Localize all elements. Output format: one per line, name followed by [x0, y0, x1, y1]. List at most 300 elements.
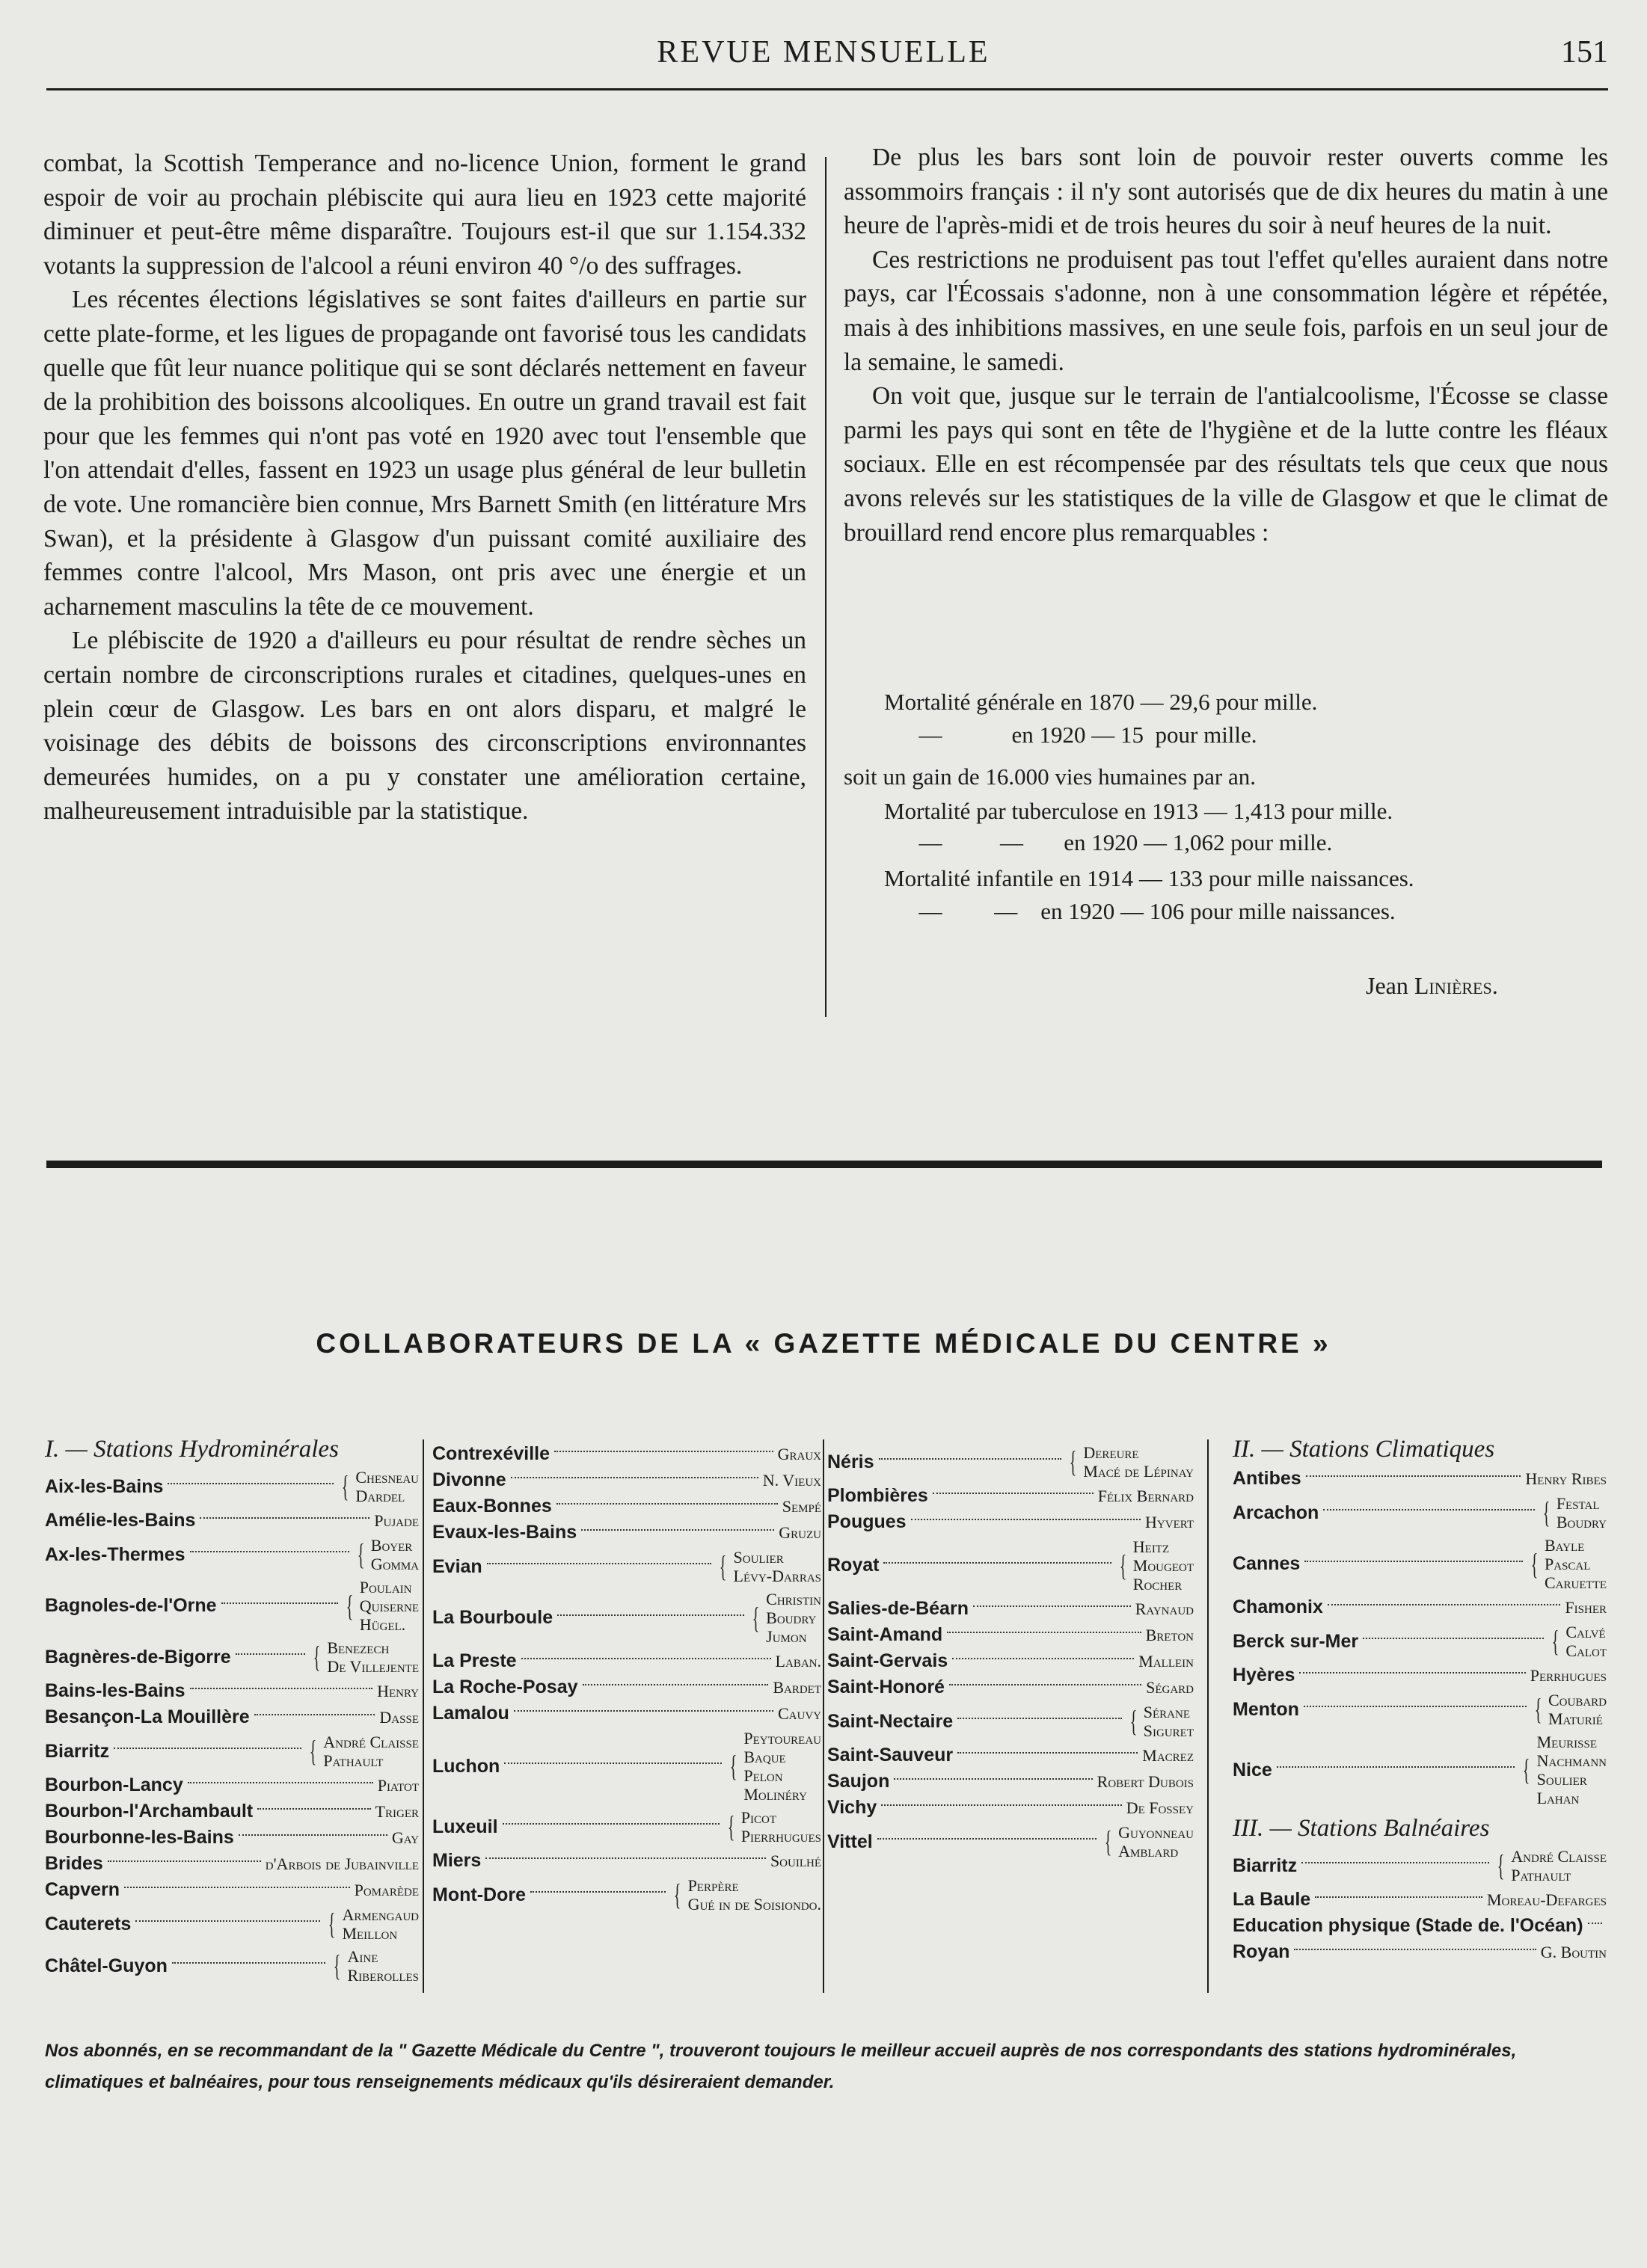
- dot-leader: [1301, 1862, 1489, 1863]
- dot-leader: [894, 1778, 1092, 1780]
- station-town: Saint-Sauveur: [827, 1745, 954, 1765]
- correspondent-name: Bayle: [1545, 1536, 1585, 1555]
- station-town: Evian: [432, 1555, 482, 1577]
- station-town: Arcachon: [1233, 1502, 1319, 1523]
- correspondent-names: [1097, 1772, 1194, 1791]
- station-entry: [1233, 1468, 1607, 1490]
- correspondent-names: [763, 1471, 821, 1490]
- correspondents: [1525, 1469, 1607, 1488]
- correspondent-name: Soulier: [733, 1548, 784, 1567]
- correspondents: [374, 1511, 419, 1530]
- station-entry: [827, 1771, 1194, 1792]
- correspondent-name: Moreau-Defarges: [1486, 1890, 1607, 1909]
- station-town: Néris: [827, 1451, 874, 1472]
- correspondents: [377, 1682, 419, 1700]
- correspondent-name: Meillon: [342, 1924, 398, 1943]
- correspondents: [338, 1468, 419, 1505]
- station-town: Bourbon-l'Archambault: [45, 1801, 254, 1822]
- correspondents: [779, 1523, 821, 1542]
- correspondents: [1530, 1666, 1607, 1685]
- station-town: La Bourboule: [432, 1607, 553, 1628]
- station-entry: [45, 1853, 419, 1875]
- author-first-name: Jean: [1366, 972, 1408, 999]
- station-entry: [1233, 1665, 1607, 1686]
- correspondent-names: [1146, 1626, 1194, 1644]
- correspondents: [763, 1471, 821, 1490]
- correspondents: [726, 1729, 821, 1804]
- correspondents: [355, 1881, 419, 1899]
- correspondent-name: Breton: [1145, 1626, 1194, 1644]
- station-list: [432, 1443, 821, 1914]
- brace: {: [1069, 1445, 1077, 1478]
- dot-leader: [947, 1632, 1141, 1633]
- correspondent-names: [1118, 1823, 1194, 1860]
- brace: {: [1104, 1825, 1112, 1858]
- station-entry: [45, 1578, 419, 1634]
- station-entry: [45, 1879, 419, 1901]
- dot-leader: [135, 1920, 320, 1922]
- correspondent-names: [1548, 1691, 1607, 1728]
- correspondent-names: [1098, 1487, 1194, 1505]
- correspondent-name: Riberolles: [347, 1966, 419, 1985]
- dot-leader: [957, 1718, 1121, 1719]
- station-entry: [827, 1598, 1194, 1620]
- paragraph: De plus les bars sont loin de pouvoir rester ouverts comme les assommoirs français : il n'y sont autorisés que de dix heures du matin à une heure de l'après-midi et de trois heures du soir à neuf heures de la nuit.: [844, 144, 1608, 240]
- station-town: Besançon-La Mouillère: [45, 1706, 250, 1727]
- correspondent-name: N. Vieux: [762, 1471, 821, 1490]
- correspondent-names: [371, 1536, 419, 1573]
- dot-leader: [239, 1834, 387, 1836]
- correspondent-name: Mougeot: [1132, 1556, 1194, 1575]
- dot-leader: [108, 1860, 261, 1862]
- dot-leader: [172, 1962, 325, 1964]
- station-entry: [432, 1876, 821, 1914]
- correspondent-name: Boudry: [766, 1608, 817, 1627]
- correspondent-names: [1511, 1847, 1607, 1884]
- article-left-column: [43, 147, 806, 829]
- station-town: Evaux-les-Bains: [432, 1522, 577, 1543]
- station-entry: [45, 1905, 419, 1943]
- correspondents: [724, 1808, 821, 1846]
- dot-leader: [952, 1658, 1134, 1659]
- station-entry: [827, 1745, 1194, 1766]
- correspondents: [379, 1708, 419, 1727]
- correspondent-name: Peytoureau: [743, 1729, 821, 1748]
- station-entry: [1233, 1889, 1607, 1911]
- correspondents: [770, 1851, 821, 1870]
- running-title: REVUE MENSUELLE: [657, 35, 990, 70]
- dot-leader: [973, 1605, 1131, 1607]
- station-entry: [827, 1624, 1194, 1646]
- station-town: Eaux-Bonnes: [432, 1496, 552, 1516]
- stats-line: soit un gain de 16.000 vies humaines par an.: [844, 763, 1257, 790]
- correspondent-name: Cauvy: [777, 1704, 821, 1723]
- station-town: Bagnères-de-Bigorre: [45, 1646, 231, 1668]
- column-divider: [825, 157, 826, 1017]
- correspondents: [776, 1652, 821, 1671]
- station-town: Menton: [1233, 1698, 1299, 1720]
- correspondent-name: Raynaud: [1135, 1599, 1194, 1618]
- dot-leader: [911, 1519, 1141, 1520]
- correspondent-name: Boyer: [370, 1536, 413, 1555]
- correspondent-name: Henry Ribes: [1525, 1469, 1607, 1488]
- correspondent-name: Poulain: [359, 1578, 412, 1596]
- station-entry: [432, 1650, 821, 1672]
- station-entry: [432, 1590, 821, 1646]
- correspondent-name: Macrez: [1142, 1746, 1194, 1765]
- station-entry: [45, 1706, 419, 1728]
- correspondent-names: [266, 1854, 419, 1873]
- station-entry: [827, 1511, 1194, 1533]
- collaborators-column-4: [1233, 1436, 1607, 1967]
- collaborators-column-2: [432, 1443, 821, 1918]
- station-entry: [1233, 1596, 1607, 1618]
- correspondent-name: Dardel: [355, 1487, 405, 1505]
- subscriber-note: Nos abonnés, en se recommandant de la " Gazette Médicale du Centre ", trouveront toujours le meilleur accueil auprès de nos correspondants des stations hydrominérales, climatiques et balnéaires, pour tous renseignements médicaux qu'ils désireraient demander.: [45, 2041, 1517, 2092]
- paragraph: On voit que, jusque sur le terrain de l'antialcoolisme, l'Écosse se classe parmi les pays qui sont en tête de l'hygiène et de la lutte contre les fléaux sociaux. Elle en est récompensée par des résultats tels que ceux que nous avons relevés sur les statistiques de la ville de Glasgow et que le climat de brouillard rend encore plus remarquables :: [844, 382, 1608, 547]
- dot-leader: [557, 1614, 744, 1616]
- station-town: Berck sur-Mer: [1233, 1630, 1359, 1652]
- correspondent-names: [1565, 1623, 1607, 1660]
- correspondent-names: [1541, 1943, 1607, 1961]
- correspondent-name: Guyonneau: [1118, 1823, 1194, 1842]
- correspondent-name: Triger: [375, 1802, 419, 1821]
- stats-line: — — en 1920 — 106 pour mille naissances.: [884, 898, 1396, 924]
- correspondents: [392, 1828, 419, 1847]
- correspondent-name: Lahan: [1536, 1789, 1580, 1807]
- correspondent-names: [782, 1497, 821, 1516]
- correspondents: [1126, 1703, 1194, 1740]
- dot-leader: [1328, 1604, 1561, 1605]
- station-entry: [1233, 1733, 1607, 1807]
- brace: {: [357, 1537, 364, 1571]
- station-entry: [827, 1823, 1194, 1860]
- correspondent-names: [1083, 1443, 1194, 1481]
- stats-line: Mortalité infantile en 1914 — 133 pour mille naissances.: [884, 865, 1414, 891]
- correspondents: [1101, 1823, 1194, 1860]
- correspondents: [375, 1802, 419, 1821]
- correspondent-name: Ségard: [1146, 1678, 1194, 1697]
- station-town: Saint-Gervais: [827, 1650, 948, 1671]
- correspondents: [354, 1536, 419, 1573]
- correspondents: [1126, 1798, 1194, 1817]
- station-entry: [432, 1703, 821, 1724]
- station-list: [1233, 1468, 1607, 1807]
- page-number: 151: [1561, 35, 1608, 70]
- correspondent-name: Souilhé: [770, 1851, 821, 1870]
- station-town: Aix-les-Bains: [45, 1475, 164, 1497]
- station-town: Amélie-les-Bains: [45, 1510, 196, 1531]
- correspondent-name: Chesneau: [355, 1468, 419, 1487]
- station-list: [1233, 1847, 1607, 1963]
- dot-leader: [487, 1563, 712, 1564]
- correspondent-name: Pujade: [374, 1511, 419, 1530]
- dot-leader: [879, 1458, 1062, 1460]
- header-rule: [46, 88, 1608, 90]
- station-town: La Baule: [1233, 1889, 1311, 1910]
- correspondent-name: Mallein: [1138, 1652, 1194, 1671]
- correspondent-name: Armengaud: [342, 1905, 419, 1924]
- correspondent-names: [1145, 1513, 1194, 1531]
- correspondent-name: Bardet: [773, 1678, 821, 1697]
- correspondent-names: [778, 1445, 821, 1463]
- station-town: Education physique (Stade de. l'Océan): [1233, 1915, 1583, 1936]
- stats-line: — — en 1920 — 1,062 pour mille.: [884, 829, 1333, 855]
- correspondent-names: [1556, 1494, 1607, 1531]
- correspondent-name: Aine: [347, 1947, 378, 1966]
- correspondents: [1519, 1733, 1607, 1807]
- page-header: [0, 34, 1647, 79]
- station-town: Saint-Amand: [827, 1624, 943, 1645]
- station-list: [827, 1443, 1194, 1860]
- correspondent-names: [1126, 1798, 1194, 1817]
- station-entry: [827, 1485, 1194, 1507]
- paragraph: Les récentes élections législatives se sont faites d'ailleurs en partie sur cette plate-forme, et les ligues de propagande ont favorisé tous les candidats quelle que fût leur nuance politique qui se sont déclarés nettement en faveur de la prohibition des boissons alcooliques. En outre un grand travail est fait pour que les femmes qui n'ont pas voté en 1920 avec tout l'ensemble que l'on attendait d'elles, fassent en 1923 un usage plus général de leur bulletin de vote. Une romancière bien connue, Mrs Barnett Smith (en littérature Mrs Swan), et la présidente à Glasgow d'un puissant comité auxiliaire des femmes contre l'alcool, Mrs Mason, ont pris avec une énergie et un acharnement masculins la tête de ce mouvement.: [43, 286, 806, 621]
- brace: {: [313, 1640, 321, 1674]
- station-entry: [45, 1774, 419, 1796]
- correspondent-names: [773, 1678, 821, 1697]
- station-town: La Roche-Posay: [432, 1677, 578, 1697]
- dot-leader: [485, 1857, 766, 1859]
- station-town: Biarritz: [45, 1740, 110, 1762]
- station-town: Cauterets: [45, 1913, 132, 1934]
- correspondent-name: Macé de Lépinay: [1083, 1462, 1194, 1481]
- dot-leader: [1294, 1949, 1536, 1950]
- correspondent-name: Dasse: [379, 1708, 419, 1727]
- dot-leader: [503, 1823, 720, 1825]
- correspondents: [1548, 1623, 1607, 1660]
- dot-leader: [254, 1714, 375, 1715]
- brace: {: [1534, 1692, 1542, 1726]
- correspondent-names: [1144, 1703, 1194, 1740]
- dot-leader: [1588, 1923, 1602, 1924]
- dot-leader: [933, 1493, 1094, 1494]
- correspondent-name: André Claisse: [323, 1733, 419, 1751]
- correspondent-name: Hyvert: [1145, 1513, 1194, 1531]
- correspondents: [1146, 1626, 1194, 1644]
- brace: {: [1542, 1496, 1551, 1529]
- correspondent-names: [1146, 1678, 1194, 1697]
- correspondent-names: [323, 1733, 419, 1770]
- correspondents: [1066, 1443, 1194, 1481]
- correspondent-name: d'Arbois de Jubainville: [265, 1854, 419, 1873]
- dot-leader: [190, 1551, 349, 1552]
- correspondent-name: Heitz: [1132, 1537, 1170, 1556]
- brace: {: [1551, 1624, 1559, 1658]
- correspondent-names: [770, 1851, 821, 1870]
- station-entry: [827, 1650, 1194, 1672]
- station-entry: [45, 1947, 419, 1985]
- correspondent-name: Sérane: [1143, 1703, 1190, 1721]
- dot-leader: [514, 1710, 773, 1712]
- author-signature: [1366, 972, 1498, 1000]
- correspondents: [1527, 1536, 1607, 1592]
- station-entry: [45, 1801, 419, 1822]
- correspondent-names: [1545, 1536, 1607, 1592]
- correspondent-name: Pelon: [743, 1766, 783, 1785]
- stats-line: — en 1920 — 15 pour mille.: [884, 722, 1257, 748]
- dot-leader: [1299, 1672, 1525, 1674]
- correspondent-name: Nachmann: [1536, 1751, 1607, 1770]
- dot-leader: [1306, 1475, 1521, 1477]
- brace: {: [1523, 1753, 1530, 1786]
- correspondent-names: [1138, 1652, 1194, 1671]
- correspondents: [1135, 1599, 1194, 1618]
- correspondent-name: De Fossey: [1126, 1798, 1194, 1817]
- correspondent-names: [1133, 1537, 1194, 1594]
- author-last-name: Linières.: [1414, 972, 1498, 999]
- correspondents: [1146, 1678, 1194, 1697]
- dot-leader: [521, 1658, 771, 1659]
- dot-leader: [530, 1891, 666, 1893]
- correspondent-name: Quiserne: [359, 1596, 419, 1615]
- brace: {: [1497, 1848, 1505, 1882]
- correspondents: [778, 1445, 821, 1463]
- correspondent-name: Henry: [377, 1682, 419, 1700]
- station-town: Chamonix: [1233, 1596, 1323, 1617]
- correspondent-name: Siguret: [1143, 1721, 1194, 1740]
- column-divider: [1207, 1439, 1209, 1993]
- correspondents: [1494, 1847, 1607, 1884]
- section-heading: I. — Stations Hydrominérales: [45, 1436, 339, 1463]
- station-list: [45, 1468, 419, 1985]
- station-town: Antibes: [1233, 1468, 1301, 1489]
- brace: {: [674, 1878, 681, 1911]
- correspondent-names: [1537, 1733, 1607, 1807]
- correspondents: [1539, 1494, 1607, 1531]
- correspondent-names: [379, 1708, 419, 1727]
- correspondent-names: [743, 1729, 821, 1804]
- dot-leader: [124, 1887, 350, 1888]
- correspondent-name: André Claisse: [1511, 1847, 1607, 1866]
- correspondent-name: Fisher: [1565, 1598, 1607, 1617]
- correspondent-name: Pathault: [1511, 1866, 1571, 1884]
- stats-line: Mortalité par tuberculose en 1913 — 1,413 pour mille.: [884, 798, 1393, 824]
- correspondents: [266, 1854, 419, 1873]
- correspondent-name: Gruzu: [779, 1523, 821, 1542]
- correspondents: [330, 1947, 419, 1985]
- correspondent-name: Molinéry: [743, 1785, 807, 1804]
- station-entry: [432, 1443, 821, 1465]
- station-entry: [1233, 1494, 1607, 1531]
- station-entry: [45, 1536, 419, 1573]
- dot-leader: [190, 1688, 373, 1689]
- dot-leader: [1363, 1638, 1544, 1639]
- correspondent-name: Sempé: [782, 1497, 821, 1516]
- station-entry: [432, 1850, 821, 1872]
- paragraph: combat, la Scottish Temperance and no-licence Union, forment le grand espoir de voir au prochain plébiscite qui aura lieu en 1923 cette majorité diminuer et peut-être même disparaître. Toujours est-il que sur 1.154.332 votants la suppression de l'alcool a réuni environ 40 °/o des suffrages.: [43, 150, 806, 280]
- dot-leader: [957, 1752, 1138, 1754]
- correspondent-name: Piatot: [377, 1776, 419, 1795]
- station-town: Vichy: [827, 1797, 877, 1818]
- correspondents: [778, 1704, 821, 1723]
- collaborators-column-1: [45, 1436, 419, 1989]
- station-town: Divonne: [432, 1469, 506, 1490]
- column-divider: [823, 1439, 824, 1993]
- station-entry: [45, 1733, 419, 1770]
- correspondent-names: [378, 1776, 419, 1795]
- correspondents: [773, 1678, 821, 1697]
- correspondents: [782, 1497, 821, 1516]
- brace: {: [1119, 1548, 1126, 1582]
- station-town: Royan: [1233, 1941, 1290, 1962]
- correspondent-names: [360, 1578, 419, 1634]
- column-divider: [423, 1439, 424, 1993]
- station-town: Miers: [432, 1850, 482, 1871]
- brace: {: [1530, 1546, 1539, 1581]
- correspondent-name: Gué in de Soisiondo.: [687, 1895, 821, 1914]
- station-town: Bains-les-Bains: [45, 1680, 185, 1701]
- correspondent-names: [1142, 1746, 1194, 1765]
- correspondent-name: Perpère: [687, 1876, 739, 1895]
- station-town: Saint-Nectaire: [827, 1710, 954, 1732]
- correspondent-names: [1530, 1666, 1607, 1685]
- dot-leader: [511, 1477, 758, 1478]
- station-town: Châtel-Guyon: [45, 1955, 168, 1976]
- dot-leader: [1315, 1896, 1482, 1898]
- station-entry: [1233, 1915, 1607, 1937]
- correspondent-name: Maturié: [1548, 1709, 1603, 1728]
- station-town: Royat: [827, 1555, 880, 1576]
- correspondent-name: Gay: [391, 1828, 419, 1847]
- correspondent-names: [342, 1905, 419, 1943]
- station-entry: [432, 1677, 821, 1698]
- dot-leader: [221, 1602, 338, 1604]
- correspondents: [749, 1590, 821, 1646]
- station-entry: [1233, 1691, 1607, 1728]
- station-entry: [45, 1680, 419, 1702]
- station-town: Vittel: [827, 1831, 873, 1852]
- dot-leader: [883, 1562, 1111, 1564]
- dot-leader: [200, 1517, 369, 1519]
- correspondent-name: Pomarède: [354, 1881, 419, 1899]
- correspondents: [716, 1548, 821, 1585]
- correspondents: [1138, 1652, 1194, 1671]
- correspondent-names: [741, 1808, 821, 1846]
- dot-leader: [581, 1529, 774, 1531]
- correspondent-names: [374, 1511, 419, 1530]
- station-town: Nice: [1233, 1759, 1272, 1780]
- correspondent-name: Lévy-Darras: [733, 1567, 821, 1585]
- station-entry: [1233, 1847, 1607, 1884]
- station-town: Luxeuil: [432, 1816, 498, 1837]
- station-town: Brides: [45, 1853, 103, 1874]
- correspondent-names: [776, 1652, 821, 1671]
- station-entry: [45, 1468, 419, 1505]
- dot-leader: [1304, 1561, 1522, 1562]
- brace: {: [752, 1600, 760, 1635]
- station-town: Mont-Dore: [432, 1884, 526, 1905]
- dot-leader: [168, 1483, 334, 1484]
- dot-leader: [949, 1684, 1141, 1685]
- correspondent-names: [778, 1704, 821, 1723]
- station-entry: [827, 1703, 1194, 1740]
- section-heading: II. — Stations Climatiques: [1233, 1436, 1495, 1463]
- section-rule: [46, 1161, 1602, 1168]
- dot-leader: [556, 1503, 778, 1505]
- correspondent-name: Hügel.: [359, 1615, 406, 1634]
- correspondents: [1565, 1598, 1607, 1617]
- correspondent-name: Baque: [743, 1748, 786, 1766]
- brace: {: [720, 1549, 727, 1583]
- station-entry: [45, 1638, 419, 1676]
- article-right-column: [844, 141, 1608, 550]
- brace: {: [341, 1469, 349, 1503]
- correspondent-names: [347, 1947, 419, 1985]
- station-entry: [432, 1496, 821, 1517]
- dot-leader: [881, 1804, 1121, 1806]
- station-entry: [827, 1677, 1194, 1698]
